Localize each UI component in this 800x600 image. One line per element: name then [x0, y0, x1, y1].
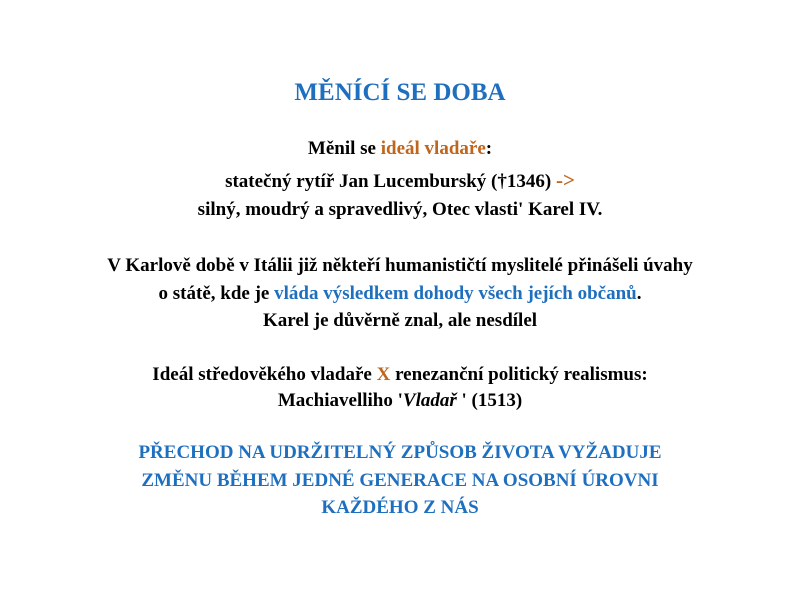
charles-iv-line: silný, moudrý a spravedlivý, Otec vlasti' Karel IV.	[197, 199, 603, 220]
john-luxembourg-line	[0, 167, 800, 195]
slide-title: MĚNÍCÍ SE DOBA	[294, 79, 506, 106]
state-agreement-highlight: vláda výsledkem dohody všech jejích občanů	[274, 283, 637, 304]
medieval-vs-renaissance-line	[0, 362, 800, 388]
ideal-ruler-highlight: ideál vladaře	[380, 138, 486, 159]
john-luxembourg-text: statečný rytíř Jan Lucemburský (†1346)	[225, 171, 556, 192]
state-agreement-line	[0, 281, 800, 307]
humanists-line: V Karlově době v Itálii již někteří humanističtí myslitelé přinášeli úvahy	[107, 255, 693, 276]
state-agreement-prefix: o státě, kde je	[158, 283, 275, 304]
sustainable-transition-line-3: KAŽDÉHO Z NÁS	[321, 497, 479, 518]
medieval-ideal-text: Ideál středověkého vladaře	[152, 364, 377, 385]
book-title-italic: Vladař	[402, 390, 457, 411]
renaissance-realism-text: renezanční politický realismus:	[390, 364, 648, 385]
ideal-ruler-colon: :	[485, 138, 493, 159]
sustainable-transition-line-1: PŘECHOD NA UDRŽITELNÝ ZPŮSOB ŽIVOTA VYŽADUJE	[138, 442, 662, 463]
machiavelli-prefix: Machiavelliho '	[277, 390, 403, 411]
machiavelli-year: ' (1513)	[456, 390, 523, 411]
ideal-ruler-line	[0, 136, 800, 162]
machiavelli-line	[0, 388, 800, 414]
ideal-ruler-prefix: Měnil se	[307, 138, 381, 159]
versus-x-marker: X	[376, 364, 391, 385]
sustainable-transition-line-2: ZMĚNU BĚHEM JEDNÉ GENERACE NA OSOBNÍ ÚROVNI	[141, 470, 659, 491]
state-agreement-period: .	[636, 283, 642, 304]
arrow-glyph: ->	[555, 168, 575, 192]
charles-knew-line: Karel je důvěrně znal, ale nesdílel	[262, 310, 538, 331]
